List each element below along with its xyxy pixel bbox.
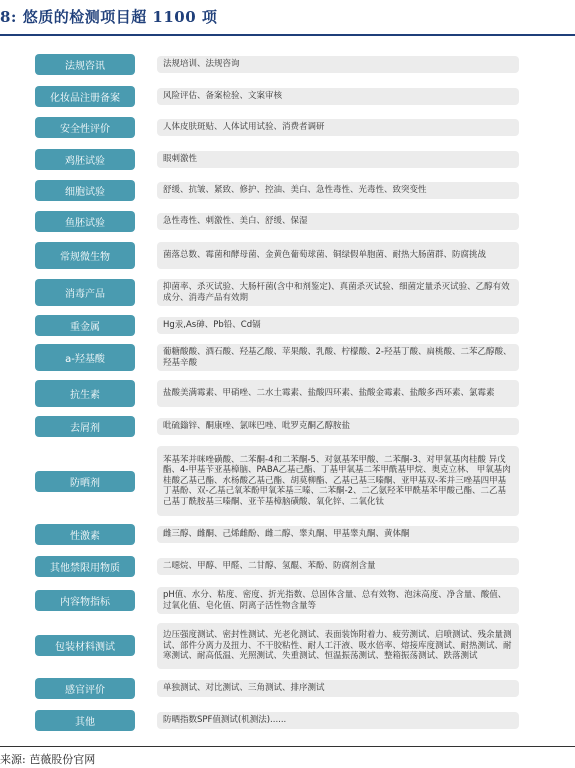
category-description: 雌三醇、雌酮、己烯雌酚、雌二醇、睾丸酮、甲基睾丸酮、黄体酮 bbox=[157, 526, 519, 543]
category-label: 抗生素 bbox=[35, 380, 135, 407]
category-label: 性激素 bbox=[35, 524, 135, 545]
category-description: pH值、水分、粘度、密度、折光指数、总固体含量、总有效物、泡沫高度、净含量、酸值、过氧化值、皂化值、阴离子活性物含量等 bbox=[157, 587, 519, 614]
category-description: 二噁烷、甲醇、甲醛、二甘醇、氢醌、苯酚、防腐剂含量 bbox=[157, 558, 519, 575]
category-label: 其他禁限用物质 bbox=[35, 556, 135, 577]
category-description: 眼刺激性 bbox=[157, 151, 519, 168]
category-label: 消毒产品 bbox=[35, 279, 135, 306]
category-label: 感官评价 bbox=[35, 678, 135, 699]
category-label: 鸡胚试验 bbox=[35, 149, 135, 170]
category-description: Hg汞,As砷、Pb铅、Cd镉 bbox=[157, 317, 519, 334]
category-description: 人体皮肤斑贴、人体试用试验、消费者调研 bbox=[157, 119, 519, 136]
category-description: 单独测试、对比测试、三角测试、排序测试 bbox=[157, 680, 519, 697]
category-label: 包装材料测试 bbox=[35, 635, 135, 656]
category-description: 风险评估、备案检验、文案审核 bbox=[157, 88, 519, 105]
category-label: 重金属 bbox=[35, 315, 135, 336]
title-divider bbox=[0, 34, 575, 36]
category-label: 内容物指标 bbox=[35, 590, 135, 611]
category-description: 法规培训、法规咨询 bbox=[157, 56, 519, 73]
category-description: 葡糖酸酸、酒石酸、羟基乙酸、苹果酸、乳酸、柠檬酸、2-羟基丁酸、扁桃酸、二苯乙醇酸、羟基辛酸 bbox=[157, 344, 519, 371]
category-description: 防晒指数SPF值测试(机测法)...... bbox=[157, 712, 519, 729]
source-note: 来源: 芭薇股份官网 bbox=[0, 753, 96, 766]
category-description: 菌落总数、霉菌和酵母菌、金黄色葡萄球菌、铜绿假单胞菌、耐热大肠菌群、防腐挑战 bbox=[157, 242, 519, 269]
footer-divider bbox=[0, 746, 575, 747]
category-description: 吡硫鎓锌、酮康唑、氯咪巴唑、吡罗克酮乙醇胺盐 bbox=[157, 418, 519, 435]
category-label: 其他 bbox=[35, 710, 135, 731]
category-description: 苯基苯并咪唑磺酸、二苯酮-4和二苯酮-5、对氨基苯甲酸、二苯酮-3、对甲氧基肉桂酸 异戊酯、4-甲基苄亚基樟脑、PABA乙基己酯、丁基甲氧基二苯甲酰基甲烷、奥克立林、 甲氧基肉桂酸乙基己酯、水杨酸乙基己酯、胡莫柳酯、乙基己基三嗪酮、亚甲基双-苯并三唑基四甲基丁基酚、双-乙基己氧苯酚甲氧苯基三嗪、二苯酮-2、二乙氨羟苯甲酰基苯甲酸己酯、二乙基己基丁酰胺基三嗪酮、亚苄基樟脑磺酸、氧化锌、二氧化钛 bbox=[157, 446, 519, 516]
category-label: 法规咨讯 bbox=[35, 54, 135, 75]
category-label: 细胞试验 bbox=[35, 180, 135, 201]
category-label: 安全性评价 bbox=[35, 117, 135, 138]
category-label: 化妆品注册备案 bbox=[35, 86, 135, 107]
category-description: 抑菌率、杀灭试验、大肠杆菌(含中和剂鉴定)、真菌杀灭试验、细菌定量杀灭试验、乙醇有效成分、消毒产品有效期 bbox=[157, 279, 519, 306]
category-description: 急性毒性、刺激性、美白、舒缓、保湿 bbox=[157, 213, 519, 230]
category-label: 常规微生物 bbox=[35, 242, 135, 269]
category-label: 去屑剂 bbox=[35, 416, 135, 437]
category-description: 边压强度测试、密封性测试、光老化测试、表面装饰附着力、疲劳测试、启喷测试、残余量测试、部件分离力及扭力、不干胶粘性、耐人工汗液、吸水倍率、熔接库度测试、耐热测试、耐寒测试、耐高低温、光照测试、失重测试、恒温振荡测试、整箱振荡测试、跌落测试 bbox=[157, 623, 519, 669]
page-title: 8: 悠质的检测项目超 1100 项 bbox=[0, 8, 218, 26]
category-description: 盐酸美满霉素、甲硝唑、二水土霉素、盐酸四环素、盐酸金霉素、盐酸多西环素、氯霉素 bbox=[157, 380, 519, 407]
category-label: a-羟基酸 bbox=[35, 344, 135, 371]
category-label: 鱼胚试验 bbox=[35, 211, 135, 232]
category-label: 防晒剂 bbox=[35, 471, 135, 492]
category-description: 舒缓、抗皱、紧致、修护、控油、美白、急性毒性、光毒性、致突变性 bbox=[157, 182, 519, 199]
